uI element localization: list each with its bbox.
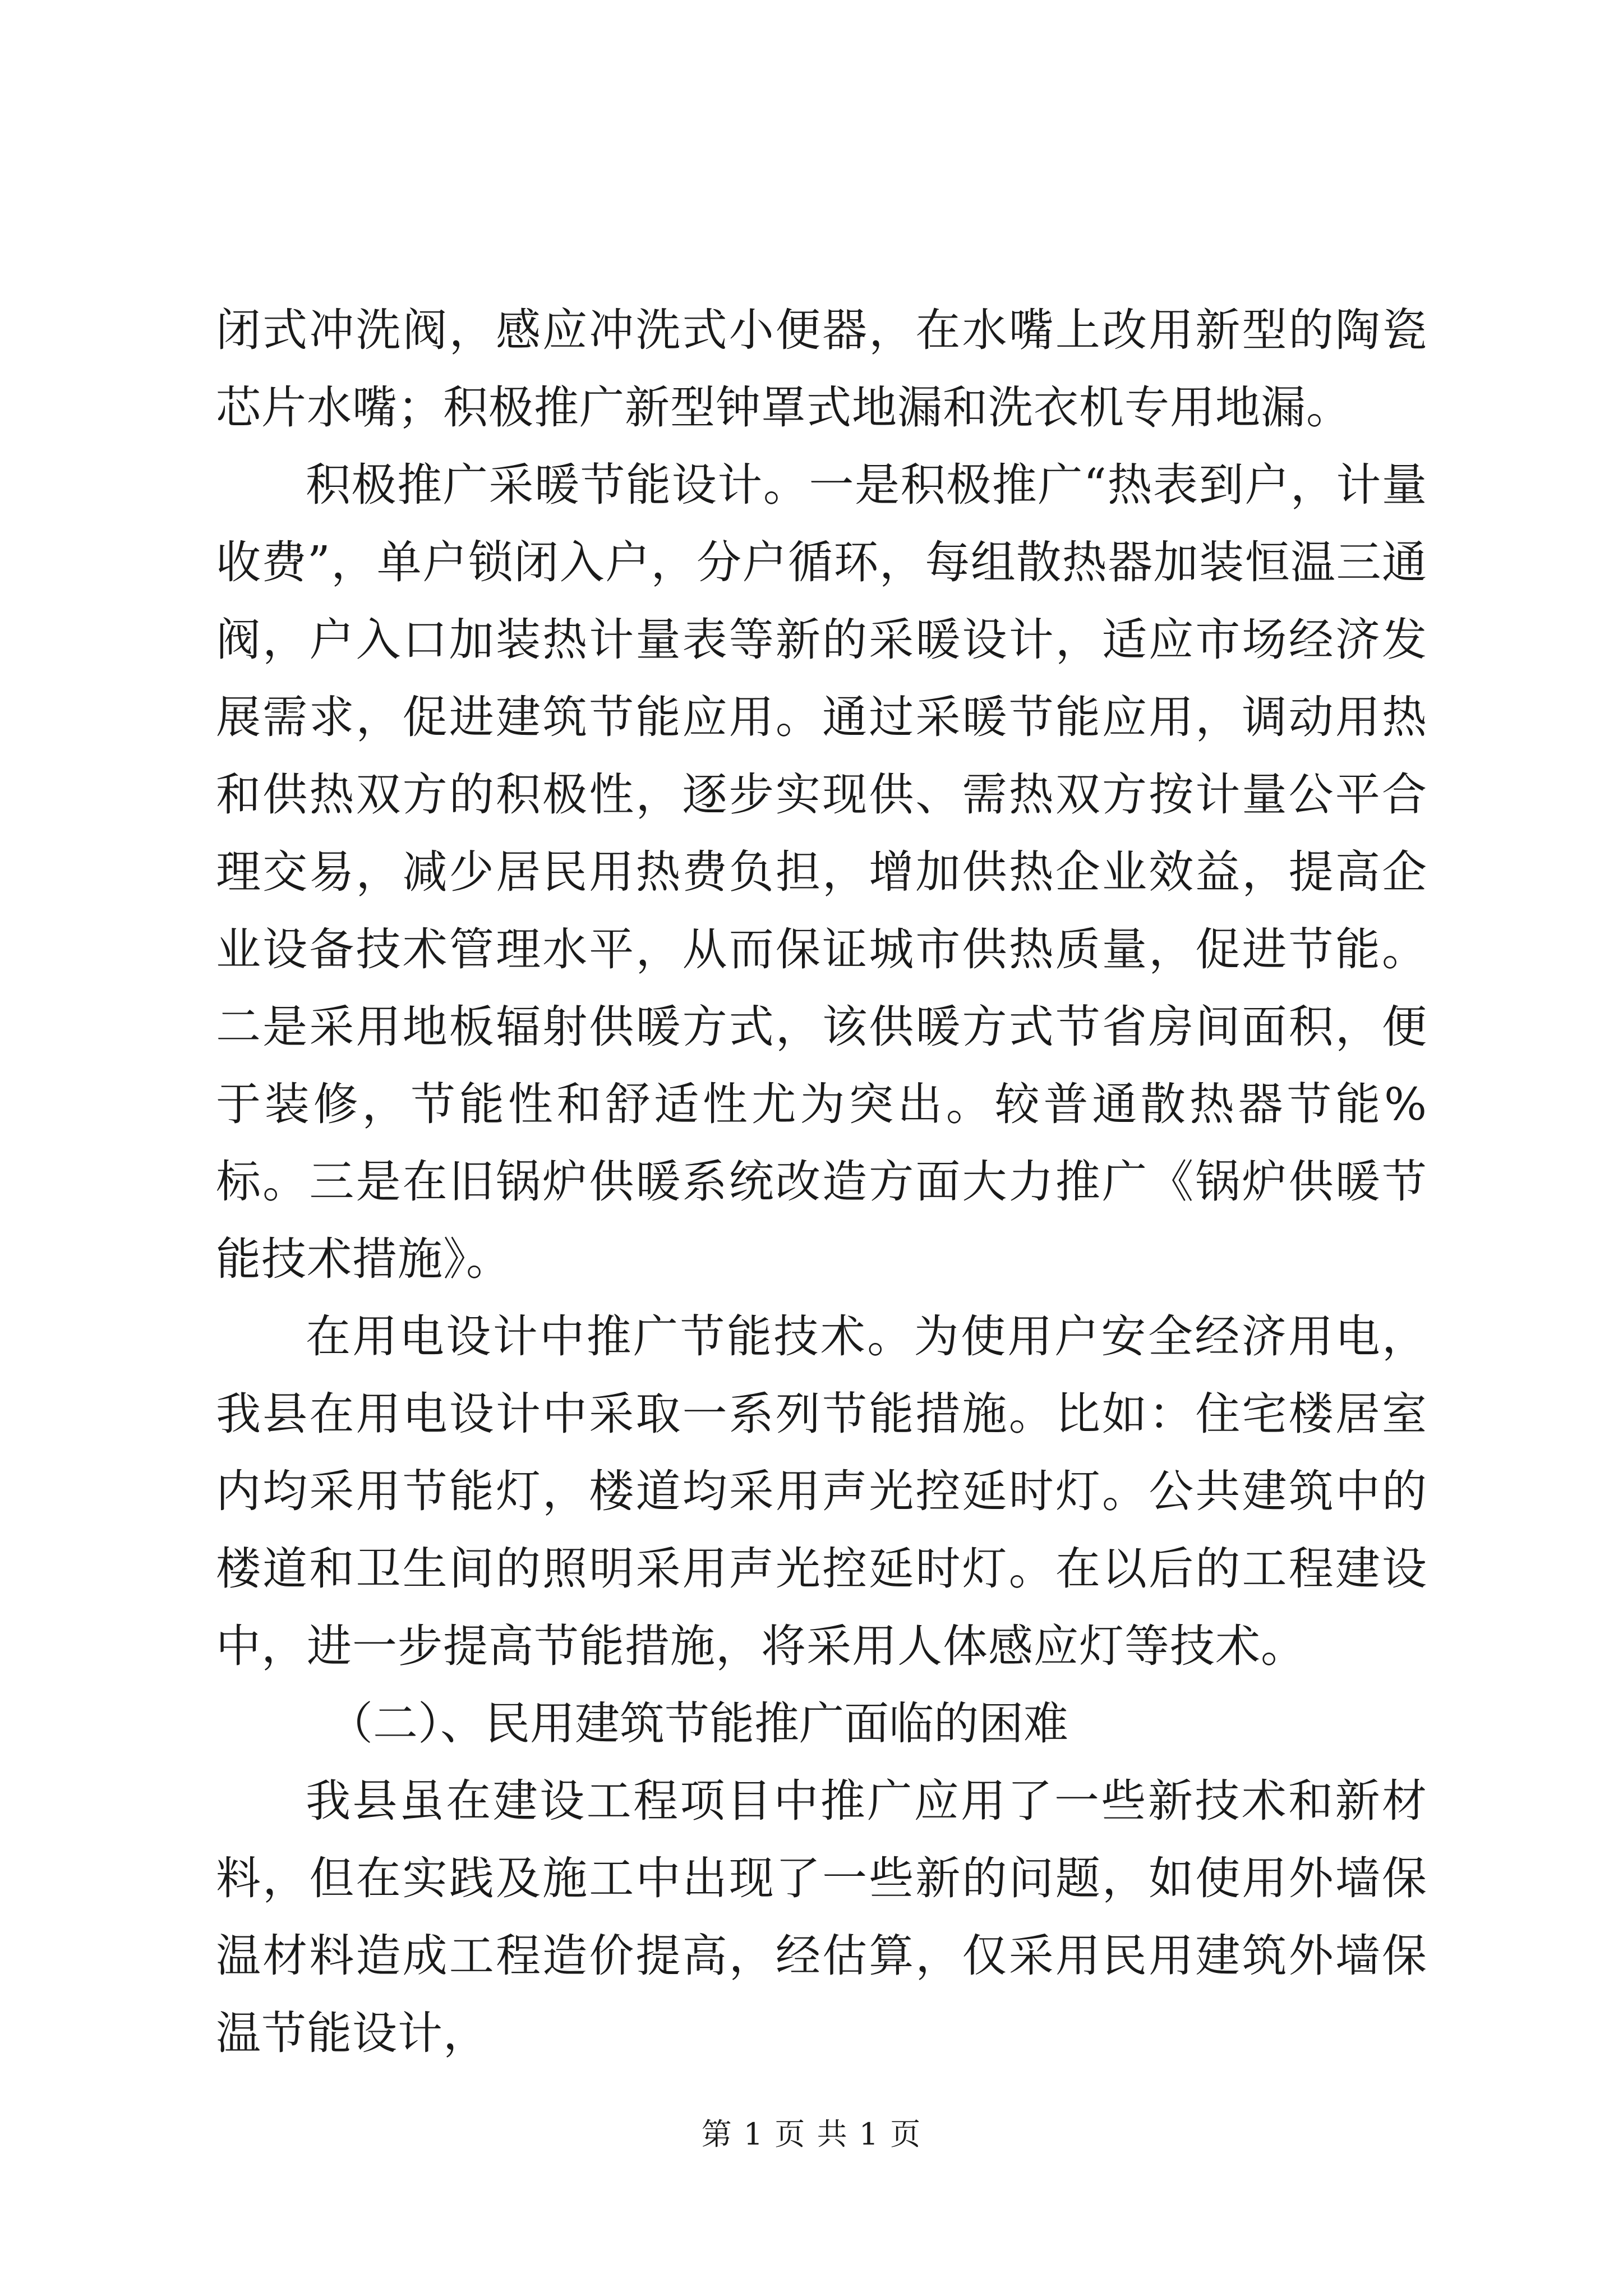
section-heading: （二）、民用建筑节能推广面临的困难: [328, 1697, 1068, 1750]
paragraph-continuation: 闭式冲洗阀，感应冲洗式小便器，在水嘴上改用新型的陶瓷芯片水嘴；积极推广新型钟罩式地漏和洗衣机专用地漏。: [216, 304, 1427, 434]
paragraph-electrical-design: 在用电设计中推广节能技术。为使用户安全经济用电，我县在用电设计中采取一系列节能措施。比如：住宅楼居室内均采用节能灯，楼道均采用声光控延时灯。公共建筑中的楼道和卫生间的照明采用声光控延时灯。在以后的工程建设中，进一步提高节能措施，将采用人体感应灯等技术。: [216, 1310, 1427, 1672]
paragraph-difficulties: 我县虽在建设工程项目中推广应用了一些新技术和新材料，但在实践及施工中出现了一些新的问题，如使用外墙保温材料造成工程造价提高，经估算，仅采用民用建筑外墙保温节能设计，: [216, 1775, 1427, 2059]
document-body: [216, 292, 1427, 2072]
paragraph-heating-design: 积极推广采暖节能设计。一是积极推广“热表到户，计量收费”，单户锁闭入户，分户循环，每组散热器加装恒温三通阀，户入口加装热计量表等新的采暖设计，适应市场经济发展需求，促进建筑节能应用。通过采暖节能应用，调动用热和供热双方的积极性，逐步实现供、需热双方按计量公平合理交易，减少居民用热费负担，增加供热企业效益，提高企业设备技术管理水平，从而保证城市供热质量，促进节能。二是采用地板辐射供暖方式，该供暖方式节省房间面积，便于装修，节能性和舒适性尤为突出。较普通散热器节能%标。三是在旧锅炉供暖系统改造方面大力推广《锅炉供暖节能技术措施》。: [216, 459, 1427, 1285]
page-footer: 第 1 页 共 1 页: [701, 2116, 922, 2152]
